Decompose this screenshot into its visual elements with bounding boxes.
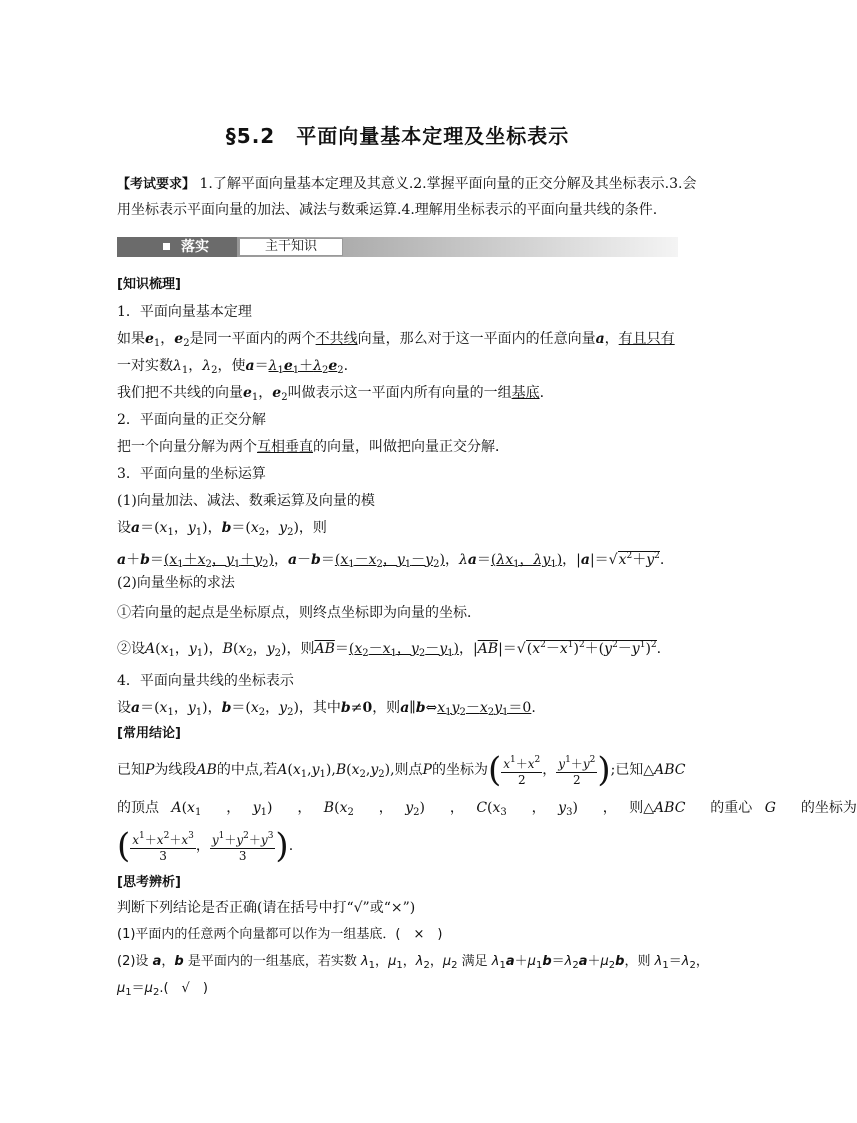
exam-requirements-label: 【考试要求】 [117,177,196,192]
section-4-title: 4．平面向量共线的坐标表示 [117,673,294,689]
section-1-title: 1．平面向量基本定理 [117,304,252,320]
centroid-formula: ( $\frac{x^1+x^2+x^3}{3}$ ， $\frac{y^1+y^2+y^3}{3}$ ). [117,826,294,866]
knowledge-header: [知识梳理] [117,277,181,292]
collinear-condition: 设$a=(x_1$，$y_1$)，$b=(x_2$，$y_2$)，其中b≠0，则$a\parallel b\Leftrightarrow x_1y_2-x_2y_1=0$. [117,700,536,718]
reflect-intro: 判断下列结论是否正确(请在括号中打“√”或“×”) [117,900,416,916]
basis-definition: 我们把不共线的向量$e_1$，$e_2$叫做表示这一平面内所有向量的一组基底. [117,385,545,403]
coordinate-operations: $a+b=(x_1+x_2$，$y_1+y_2$)，$a-b=(x_1-x_2$，$y_1-y_2$)，$\lambda a=(\lambda x_1$，$\lambda y_1$)，$|a|=√x^2+y^2$. [117,551,665,570]
reflect-question-1: (1)平面内的任意两个向量都可以作为一组基底．( × ) [117,927,443,942]
coordinate-method-2: ②设$A(x_1$，$y_1$)，$B(x_2$，$y_2$)，则$\overline{AB}=(x_2-x_1$，$y_2-y_1$)，$|\overline{AB}|=√(x^2-x^1)^2+(y^2-y^1)^2$. [117,640,662,659]
banner-label: 落实 [181,239,209,255]
conclusion-header: [常用结论] [117,726,181,741]
coordinate-method-1: ①若向量的起点是坐标原点，则终点坐标即为向量的坐标． [117,605,481,621]
banner-tab: 主干知识 [239,238,343,256]
section-3-sub2: (2)向量坐标的求法 [117,575,235,591]
section-2-title: 2．平面向量的正交分解 [117,412,266,428]
vector-definitions: 设$a=(x_1$，$y_1$)，$b=(x_2$，$y_2$)，则 [117,520,327,538]
theorem-line-2: 一对实数$\lambda_1$，$\lambda_2$，使$a=\lambda_1e_1+\lambda_2e_2$. [117,358,349,376]
section-3-sub1: (1)向量加法、减法、数乘运算及向量的模 [117,493,375,509]
midpoint-formula: 已知P为线段AB的中点,若$A(x_1,y_1),B(x_2,y_2)$,则点P的坐标为( $\frac{x^1+x^2}{2}$ ， $\frac{y^1+y^2}{2}$ );已知△ABC [117,750,686,790]
section-3-title: 3．平面向量的坐标运算 [117,466,266,482]
section-banner [117,237,678,257]
orthogonal-decomposition: 把一个向量分解为两个互相垂直的向量，叫做把向量正交分解． [117,439,509,455]
triangle-vertices: 的顶点 $A(x_1$ ， $y_1$) ， $B(x_2$ ， $y_2$) ， $C(x_3$ ， $y_3$) ， 则△ABC 的重心 G 的坐标为 [117,800,857,818]
theorem-line-1: 如果$e_1$，$e_2$是同一平面内的两个不共线向量，那么对于这一平面内的任意向量a，有且只有 [117,331,675,349]
page-title: §5.2 平面向量基本定理及坐标表示 [225,124,570,148]
reflect-question-2-cont: $\mu_1=\mu_2$.( √ ) [117,981,208,998]
exam-requirements-line1: 【考试要求】 1.了解平面向量基本定理及其意义.2.掌握平面向量的正交分解及其坐标表示.3.会 [117,176,697,192]
reflect-question-2: (2)设 a，b 是平面内的一组基底，若实数 $\lambda_1$，$\mu_1$，$\lambda_2$，$\mu_2$ 满足 $\lambda_1a+\mu_1b=\lambda_2a+\mu_2b$，则 $\lambda_1=\lambda_2$， [117,954,709,971]
exam-requirements-line2: 用坐标表示平面向量的加法、减法与数乘运算.4.理解用坐标表示的平面向量共线的条件. [117,202,658,218]
reflect-header: [思考辨析] [117,875,181,890]
square-bullet-icon [163,243,170,250]
